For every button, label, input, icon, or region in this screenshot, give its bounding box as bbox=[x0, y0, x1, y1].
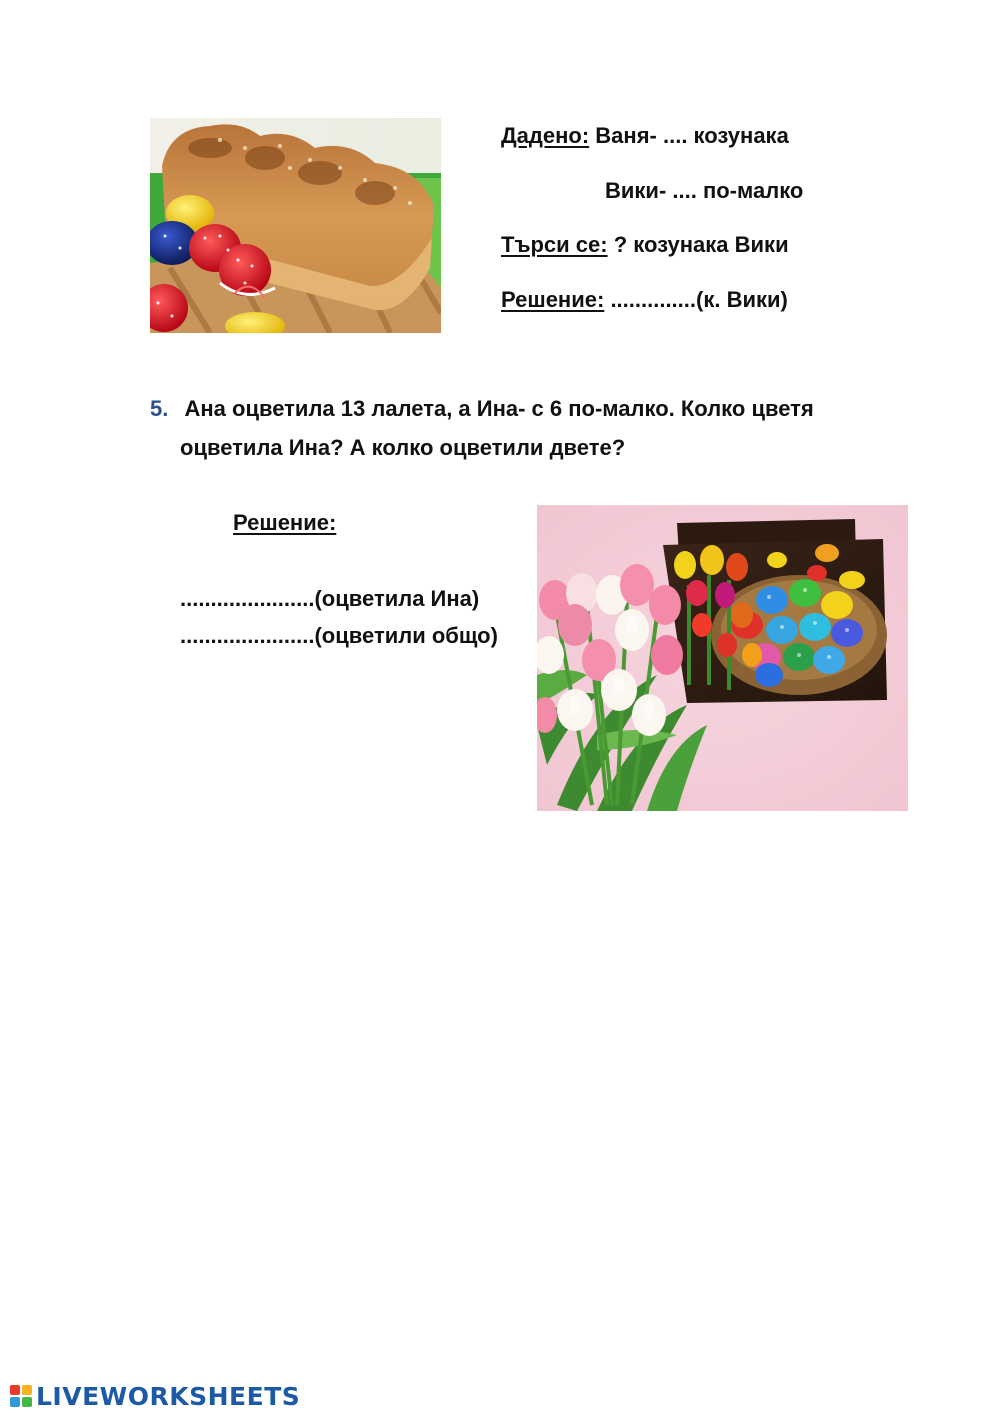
kozunak-image bbox=[150, 118, 441, 333]
answer-line-2[interactable]: ......................(оцветили общо) bbox=[180, 623, 498, 648]
tulips-image bbox=[537, 505, 908, 811]
liveworksheets-logo[interactable] bbox=[10, 1380, 300, 1412]
answer-line-1[interactable]: ......................(оцветила Ина) bbox=[180, 586, 480, 611]
question-number: 5. bbox=[150, 396, 169, 421]
question-5-text-1: Ана оцветила 13 лалета, а Ина- с 6 по-малко. Колко цветя bbox=[184, 396, 814, 421]
solution-text-4: ..............(к. Вики) bbox=[610, 287, 788, 312]
given-line-1: Ваня- .... козунака bbox=[595, 123, 789, 148]
given-line-2: Вики- .... по-малко bbox=[605, 178, 804, 203]
solution-label-4: Решение: bbox=[501, 287, 605, 312]
find-row bbox=[501, 231, 789, 259]
find-label: Търси се: bbox=[501, 232, 608, 257]
question-5-line-1 bbox=[150, 395, 814, 423]
given-label: Дадено: bbox=[501, 123, 590, 148]
find-text: ? козунака Вики bbox=[613, 232, 789, 257]
solution-row-4 bbox=[501, 286, 788, 314]
solution-label-5: Решение: bbox=[233, 510, 337, 535]
logo-text: LIVEWORKSHEETS bbox=[36, 1381, 301, 1411]
question-5-line-2: оцветила Ина? А колко оцветили двете? bbox=[180, 435, 626, 460]
given-row bbox=[501, 122, 789, 150]
logo-blocks-icon bbox=[10, 1385, 32, 1407]
